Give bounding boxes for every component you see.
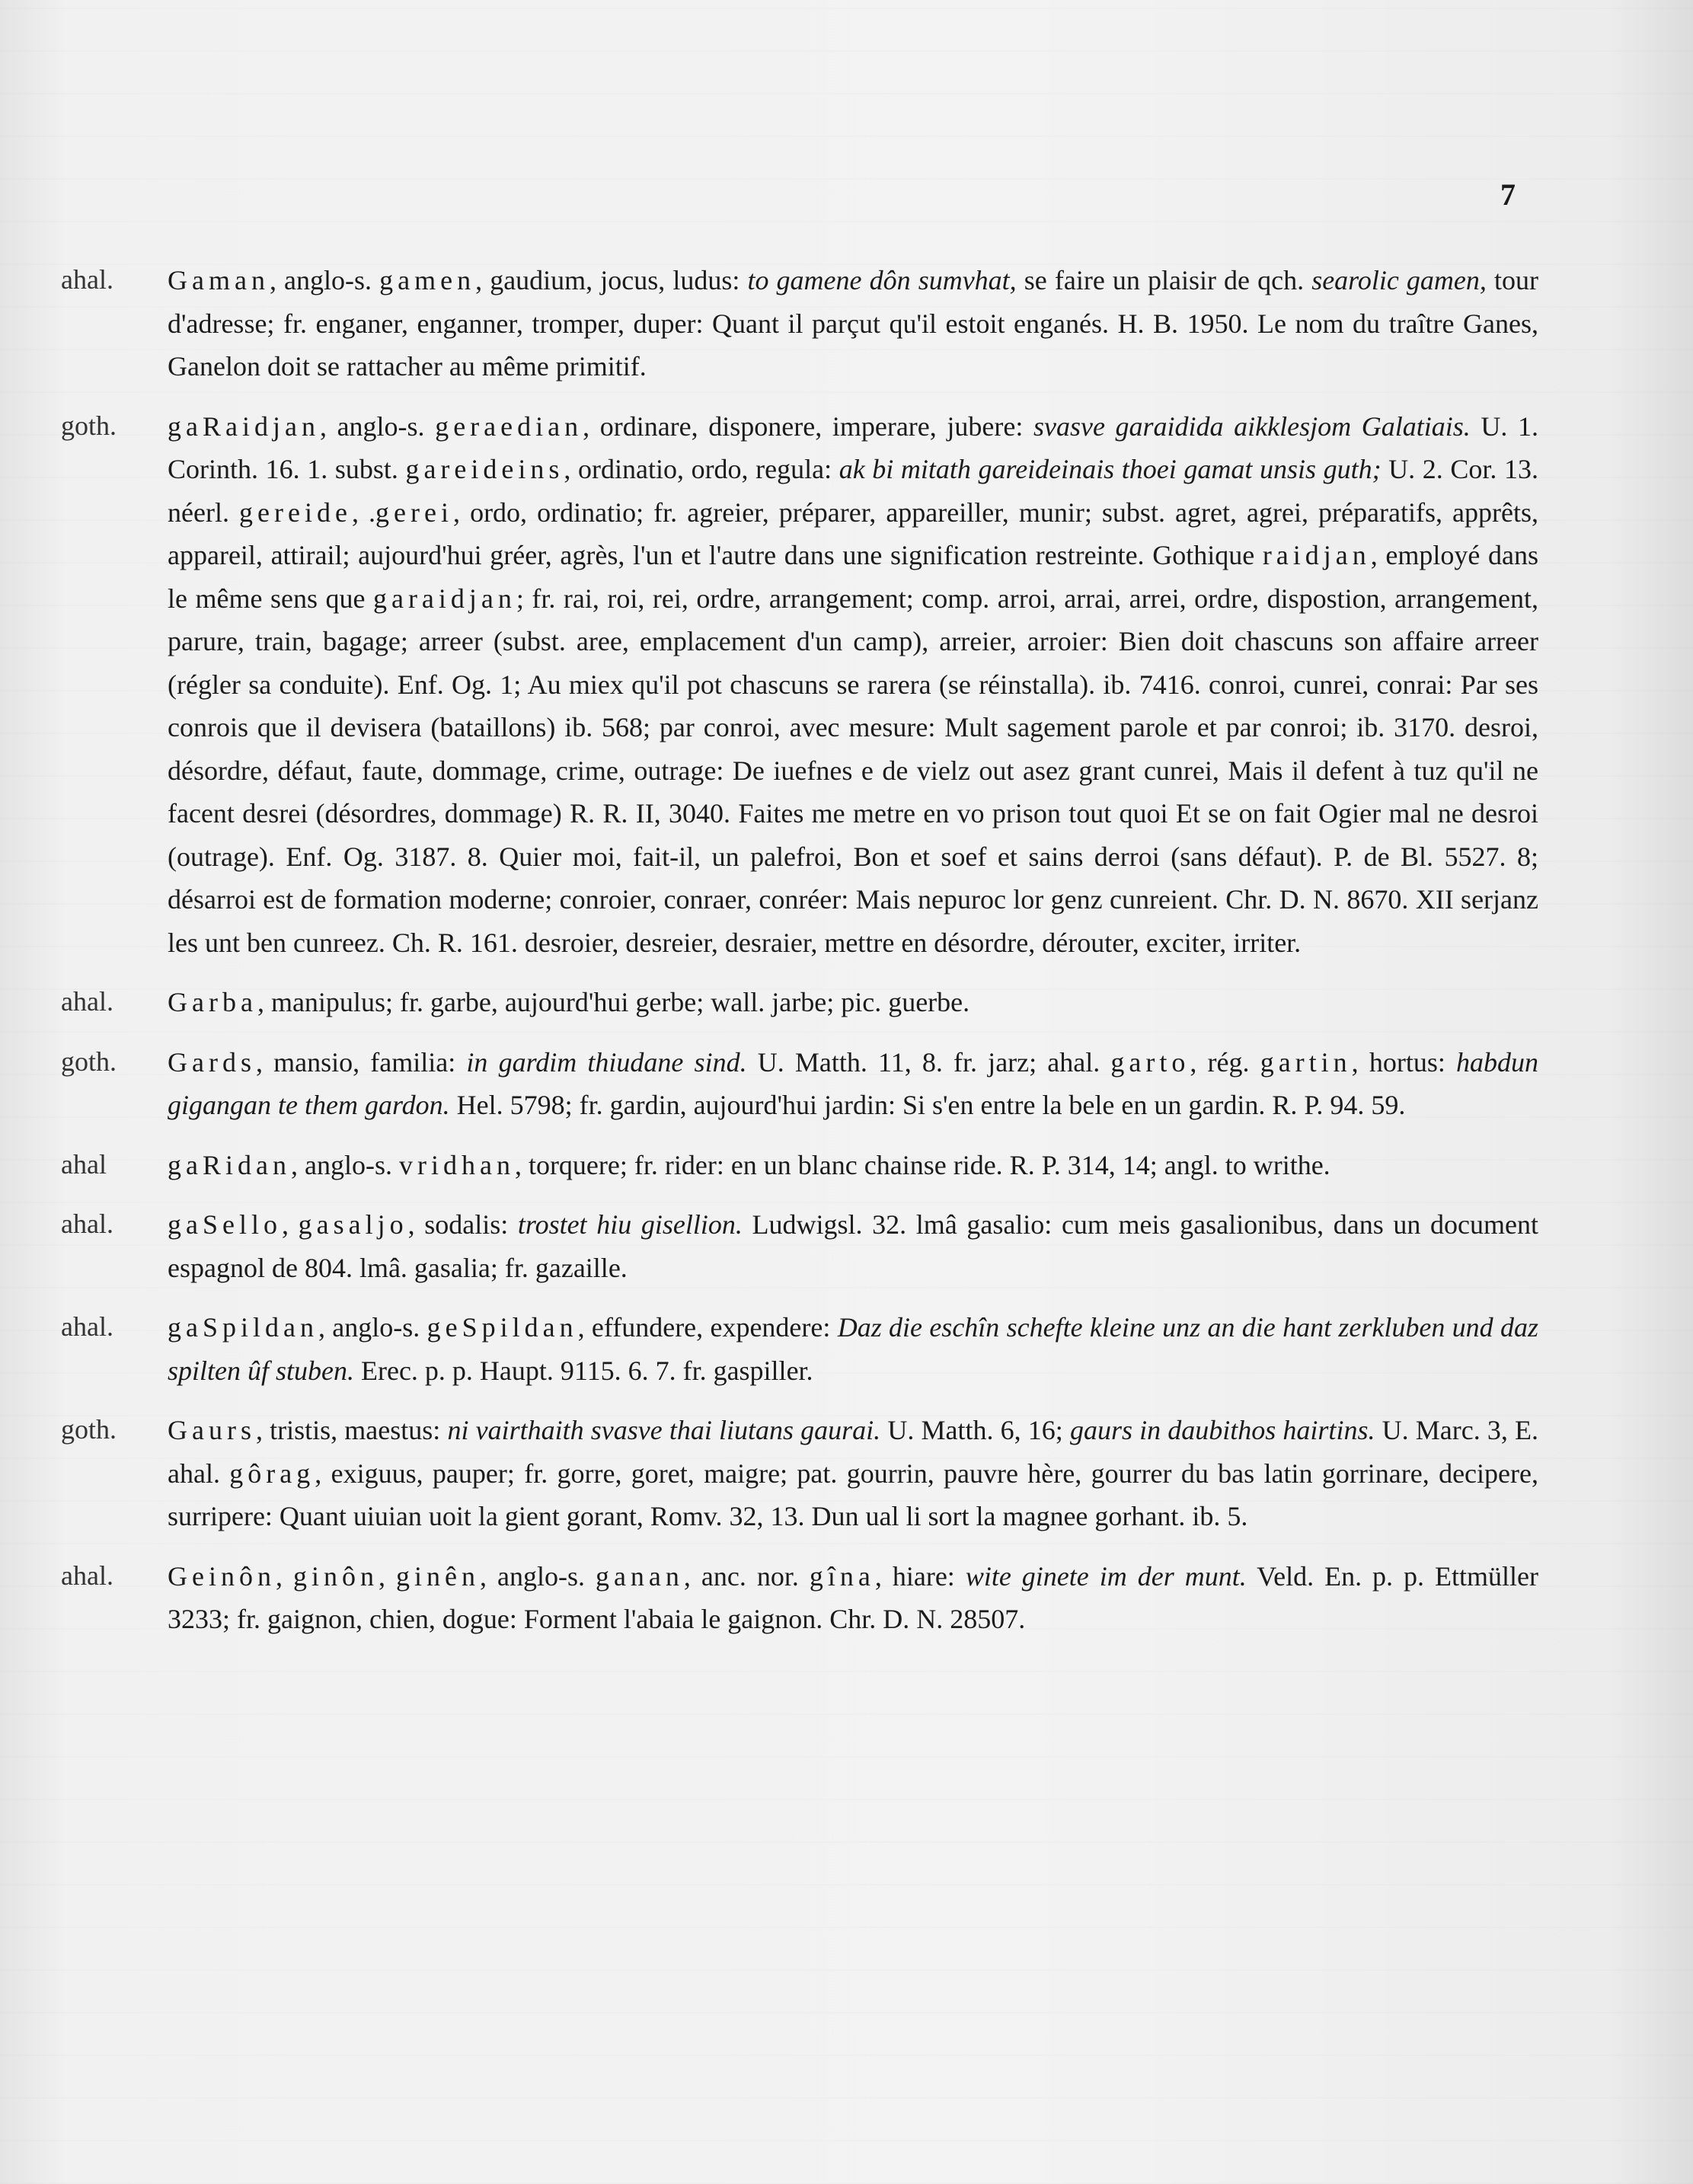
entry-lemma: gaRidan bbox=[168, 1149, 291, 1180]
entry-text bbox=[168, 1041, 1538, 1127]
entry-lemma: Gards bbox=[168, 1046, 256, 1078]
entry-citation: Daz die eschîn schefte kleine unz an die hant zerkluben und daz spilten ûf stuben. bbox=[168, 1312, 1538, 1386]
entry-language-label: goth. bbox=[61, 410, 117, 441]
entry-lemma: gereide bbox=[239, 497, 352, 528]
entry-lemma: vridhan bbox=[398, 1149, 515, 1180]
entry-text-segment: Veld. En. p. p. Ettmüller 3233; fr. gaignon, chien, dogue: Forment l'abaia le gaignon. Chr. D. N. 28507. bbox=[168, 1560, 1539, 1634]
entry-text bbox=[168, 1306, 1538, 1392]
entry-text bbox=[168, 1409, 1538, 1538]
entry-citation: searolic gamen, bbox=[1311, 265, 1487, 295]
entry-lemma: Gaman bbox=[168, 265, 270, 295]
entry-language-label: ahal. bbox=[61, 1209, 113, 1239]
entry-language-label: ahal bbox=[61, 1148, 107, 1180]
dictionary-entry bbox=[61, 981, 1538, 1024]
entry-text-segment: , effundere, expendere: bbox=[577, 1312, 838, 1343]
entry-lemma: ganan bbox=[595, 1560, 684, 1592]
entry-text-segment: , manipulus; fr. garbe, aujourd'hui gerbe; wall. jarbe; pic. guerbe. bbox=[257, 987, 970, 1017]
entry-text-segment: , bbox=[281, 1209, 299, 1240]
entry-citation: wite ginete im der munt. bbox=[965, 1560, 1247, 1592]
entry-text-segment: , anglo-s. bbox=[290, 1149, 399, 1180]
entry-text-segment: , anglo-s. bbox=[318, 1312, 427, 1343]
entry-text-segment: U. 2. Cor. 13. néerl. bbox=[168, 454, 1539, 528]
entry-text-segment: ; fr. rai, roi, rei, ordre, arrangement; comp. arroi, arrai, arrei, ordre, dispostion, arrangement, parure, train, bagage; arreer (subst. aree, emplacement d'un camp), arreier, arroier: Bien doit chascuns son affaire arreer (régler sa conduite). Enf. Og. 1; Au miex qu'il pot chascuns se rarera (se réinstalla). ib. 7416. conroi, cunrei, conrai: Par ses conrois que il devisera (bataillons) ib. 568; par conroi, avec mesure: Mult sagement parole et par conroi; ib. 3170. desroi, désordre, défaut, faute, dommage, crime, outrage: De iuefnes e de vielz out asez grant cunrei, Mais il defent à tuz qu'il ne facent desrei (désordres, dommage) R. R. II, 3040. Faites me metre en vo prison tout quoi Et se on fait Ogier mal ne desroi (outrage). Enf. Og. 3187. 8. Quier moi, fait-il, un palefroi, Bon et soef et sains derroi (sans défaut). P. de Bl. 5527. 8; désarroi est de formation moderne; conroier, conraer, conréer: Mais nepuroc lor genz cunreient. Chr. D. N. 8670. XII serjanz les unt ben cunreez. Ch. R. 161. desroier, desreier, desraier, mettre en désordre, dérouter, exciter, irriter. bbox=[168, 583, 1538, 958]
entry-lemma: gamen bbox=[379, 265, 476, 295]
entry-lemma: gerei bbox=[375, 497, 453, 528]
entry-text-segment: , sodalis: bbox=[407, 1209, 518, 1240]
entry-citation: habdun gigangan te them gardon. bbox=[168, 1046, 1538, 1120]
entry-language-label: ahal. bbox=[61, 264, 113, 295]
entry-text-segment: , mansio, familia: bbox=[255, 1046, 467, 1078]
entry-lemma: gîna bbox=[809, 1560, 875, 1592]
entry-lemma: garaidjan bbox=[372, 583, 516, 614]
entry-text-segment: , . bbox=[351, 497, 376, 528]
entry-text-segment: , ordo, ordinatio; fr. agreier, préparer, appareiller, munir; subst. agret, agrei, préparatifs, apprêts, appareil, attirail; aujourd'hui gréer, agrès, l'un et l'autre dans une signification restreinte. Gothique bbox=[168, 497, 1539, 570]
entry-citation: ak bi mitath gareideinais thoei gamat unsis guth; bbox=[839, 454, 1382, 484]
dictionary-entries bbox=[61, 259, 1538, 1658]
dictionary-entry bbox=[61, 1203, 1538, 1289]
entry-language-label: ahal. bbox=[61, 1560, 113, 1591]
entry-lemma: geSpildan bbox=[426, 1312, 578, 1343]
entry-lemma: gareideins bbox=[405, 454, 564, 484]
entry-text-segment: , hortus: bbox=[1351, 1046, 1456, 1078]
entry-citation: svasve garaidida aikklesjom Galatiais. bbox=[1033, 410, 1471, 442]
page-number: 7 bbox=[1500, 177, 1516, 212]
dictionary-entry bbox=[61, 1306, 1538, 1392]
entry-language-label: ahal. bbox=[61, 1311, 113, 1342]
entry-text bbox=[168, 981, 1538, 1024]
entry-text-segment: , anc. nor. bbox=[683, 1560, 810, 1592]
entry-text-segment: , torquere; fr. rider: en un blanc chainse ride. R. P. 314, 14; angl. to writhe. bbox=[514, 1149, 1330, 1180]
dictionary-entry bbox=[61, 405, 1538, 965]
entry-lemma: Garba bbox=[168, 987, 257, 1017]
entry-text-segment: Erec. p. p. Haupt. 9115. 6. 7. fr. gaspiller. bbox=[354, 1355, 813, 1386]
entry-text-segment: U. Matth. 6, 16; bbox=[880, 1415, 1070, 1445]
entry-text-segment: , anglo-s. bbox=[479, 1560, 596, 1592]
entry-lemma: gaRaidjan bbox=[168, 410, 320, 442]
entry-text-segment: , ordinatio, ordo, regula: bbox=[564, 454, 839, 484]
entry-text-segment: U. Marc. 3, E. ahal. bbox=[168, 1415, 1538, 1489]
entry-text-segment: U. Matth. 11, 8. fr. jarz; ahal. bbox=[746, 1046, 1111, 1078]
dictionary-entry bbox=[61, 1144, 1538, 1187]
entry-lemma: Gaurs bbox=[168, 1415, 256, 1445]
entry-lemma: gaSello bbox=[168, 1209, 282, 1240]
entry-language-label: goth. bbox=[61, 1414, 117, 1445]
dictionary-entry bbox=[61, 1041, 1538, 1127]
entry-lemma: ginên bbox=[396, 1560, 480, 1592]
entry-text-segment: Ludwigsl. 32. lmâ gasalio: cum meis gasalionibus, dans un document espagnol de 804. lmâ. gasalia; fr. gazaille. bbox=[168, 1209, 1539, 1283]
entry-citation: ni vairthaith svasve thai liutans gaurai. bbox=[447, 1415, 881, 1445]
dictionary-entry bbox=[61, 259, 1538, 388]
entry-text-segment: , exiguus, pauper; fr. gorre, goret, maigre; pat. gourrin, pauvre hère, gourrer du bas latin gorrinare, decipere, surripere: Quant uiuian uoit la gient gorant, Romv. 32, 13. Dun ual li sort la magnee gorhant. ib. 5. bbox=[168, 1458, 1538, 1531]
entry-citation: to gamene dôn sumvhat, bbox=[747, 265, 1017, 295]
entry-text bbox=[168, 1555, 1538, 1641]
entry-language-label: ahal. bbox=[61, 986, 113, 1017]
entry-text-segment: , bbox=[275, 1560, 293, 1592]
dictionary-entry bbox=[61, 1409, 1538, 1538]
entry-text bbox=[168, 405, 1538, 965]
entry-lemma: gôrag bbox=[229, 1458, 315, 1489]
entry-text-segment: , hiare: bbox=[874, 1560, 966, 1592]
entry-lemma: gasaljo bbox=[298, 1209, 408, 1240]
entry-text-segment: Hel. 5798; fr. gardin, aujourd'hui jardin: Si s'en entre la bele en un gardin. R. P. 94. 59. bbox=[449, 1090, 1406, 1120]
entry-lemma: Geinôn bbox=[168, 1560, 276, 1592]
entry-lemma: ginôn bbox=[292, 1560, 379, 1592]
entry-text-segment: tour d'adresse; fr. enganer, enganner, tromper, duper: Quant il parçut qu'il estoit enganés. H. B. 1950. Le nom du traître Ganes, Ganelon doit se rattacher au même primitif. bbox=[168, 265, 1538, 382]
entry-lemma: geraedian bbox=[435, 410, 583, 442]
entry-text-segment: , tristis, maestus: bbox=[255, 1415, 448, 1445]
entry-text-segment: , anglo-s. bbox=[269, 265, 380, 295]
entry-text-segment: , rég. bbox=[1190, 1046, 1260, 1078]
entry-text bbox=[168, 1203, 1538, 1289]
entry-citation: in gardim thiudane sind. bbox=[466, 1046, 747, 1078]
entry-text-segment: , employé dans le même sens que bbox=[168, 540, 1538, 614]
entry-lemma: gartin bbox=[1260, 1046, 1352, 1078]
entry-text-segment: , ordinare, disponere, imperare, jubere: bbox=[583, 410, 1033, 442]
entry-lemma: gaSpildan bbox=[168, 1312, 318, 1343]
entry-lemma: garto bbox=[1110, 1046, 1190, 1078]
dictionary-entry bbox=[61, 1555, 1538, 1641]
entry-citation: gaurs in daubithos hairtins. bbox=[1069, 1415, 1375, 1445]
entry-text bbox=[168, 1144, 1538, 1187]
entry-text-segment: U. 1. Corinth. 16. 1. subst. bbox=[168, 410, 1539, 484]
entry-text-segment: , bbox=[379, 1560, 396, 1592]
entry-text-segment: se faire un plaisir de qch. bbox=[1016, 265, 1312, 295]
entry-language-label: goth. bbox=[61, 1046, 117, 1077]
entry-citation: trostet hiu gisellion. bbox=[517, 1209, 743, 1240]
entry-text bbox=[168, 259, 1538, 388]
entry-text-segment: , gaudium, jocus, ludus: bbox=[475, 265, 748, 295]
entry-text-segment: , anglo-s. bbox=[319, 410, 436, 442]
entry-lemma: raidjan bbox=[1262, 540, 1371, 570]
